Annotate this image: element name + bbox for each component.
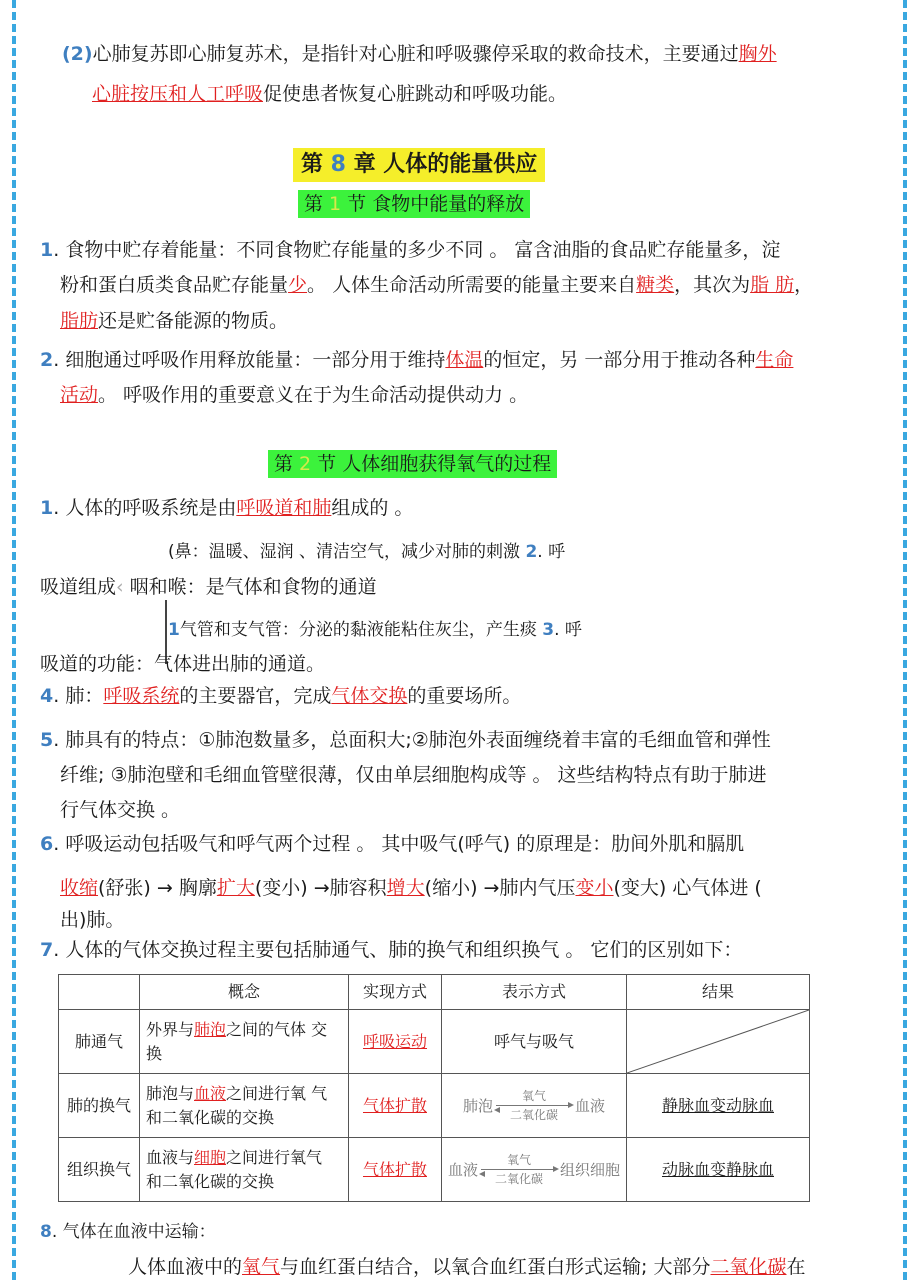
row-result: 静脉血变动脉血 — [627, 1074, 810, 1138]
s1-p1-line2: 粉和蛋白质类食品贮存能量少。 人体生命活动所需要的能量主要来自糖类，其次为脂 肪， — [60, 274, 814, 296]
row-name: 肺的换气 — [59, 1074, 140, 1138]
intro-line-2: 心脏按压和人工呼吸促使患者恢复心脏跳动和呼吸功能。 — [92, 83, 568, 105]
table-header-cell: 表示方式 — [442, 975, 627, 1010]
s1-p1-line1: 1. 食物中贮存着能量：不同食物贮存能量的多少不同 。 富含油脂的食品贮存能量多，淀 — [40, 239, 781, 261]
s2-nose-line: (鼻：温暖、湿润 、清洁空气，减少对肺的刺激 2. 呼 — [168, 542, 566, 562]
table-header-cell — [59, 975, 140, 1010]
s1-p2-line2: 活动。 呼吸作用的重要意义在于为生命活动提供动力 。 — [60, 384, 529, 406]
row-repr — [442, 1138, 627, 1202]
table-header-cell: 实现方式 — [349, 975, 442, 1010]
s2-airway-line: 吸道组成‹ 咽和喉：是气体和食物的通道 — [40, 576, 377, 598]
page-border-left — [12, 0, 16, 1280]
table-header-row — [59, 975, 810, 1010]
s2-p5-line1: 5. 肺具有的特点：①肺泡数量多，总面积大;②肺泡外表面缠绕着丰富的毛细血管和弹性 — [40, 729, 771, 751]
row-method: 呼吸运动 — [349, 1010, 442, 1074]
table-row — [59, 1010, 810, 1074]
table-header-cell: 结果 — [627, 975, 810, 1010]
row-repr — [442, 1074, 627, 1138]
row-method: 气体扩散 — [349, 1138, 442, 1202]
row-concept: 血液与细胞之间进行氧气 和二氧化碳的交换 — [140, 1138, 349, 1202]
page-border-right — [903, 0, 907, 1280]
exchange-formula: 血液 氧气 二氧化碳 组织细胞 — [448, 1153, 621, 1186]
exchange-formula: 肺泡 氧气 二氧化碳 血液 — [462, 1089, 606, 1122]
s1-p1-line3: 脂肪还是贮备能源的物质。 — [60, 310, 289, 332]
intro-line-1: (2)心肺复苏即心肺复苏术，是指针对心脏和呼吸骤停采取的救命技术，主要通过胸外 — [62, 43, 777, 65]
s2-p1: 1. 人体的呼吸系统是由呼吸道和肺组成的 。 — [40, 497, 414, 519]
s2-trachea-line: 1气管和支气管：分泌的黏液能粘住灰尘，产生痰 3. 呼 — [168, 620, 582, 640]
section-1-title: 第 1 节 食物中能量的释放 — [298, 190, 530, 218]
row-name: 组织换气 — [59, 1138, 140, 1202]
row-method: 气体扩散 — [349, 1074, 442, 1138]
s2-p6-line1: 6. 呼吸运动包括吸气和呼气两个过程 。 其中吸气(呼气) 的原理是：肋间外肌和膈肌 — [40, 833, 745, 855]
table-row — [59, 1074, 810, 1138]
s2-p8-line1: 8. 气体在血液中运输： — [40, 1222, 216, 1242]
s2-p7: 7. 人体的气体交换过程主要包括肺通气、肺的换气和组织换气 。 它们的区别如下： — [40, 939, 743, 961]
s2-p8-line2: 人体血液中的氧气与血红蛋白结合，以氧合血红蛋白形式运输; 大部分二氧化碳在 — [128, 1256, 806, 1278]
gas-exchange-table — [58, 974, 810, 1202]
row-result-empty — [627, 1010, 810, 1074]
section-2-title: 第 2 节 人体细胞获得氧气的过程 — [268, 450, 557, 478]
s2-p5-line2: 纤维; ③肺泡壁和毛细血管壁很薄，仅由单层细胞构成等 。 这些结构特点有助于肺进 — [60, 764, 767, 786]
s2-p6-line2: 收缩(舒张) → 胸廓扩大(变小) →肺容积增大(缩小) →肺内气压变小(变大) 心气体进 ( — [60, 877, 762, 899]
row-name: 肺通气 — [59, 1010, 140, 1074]
chapter-title: 第 8 章 人体的能量供应 — [293, 148, 545, 182]
diagonal-line — [627, 1010, 809, 1073]
row-concept: 肺泡与血液之间进行氧 气和二氧化碳的交换 — [140, 1074, 349, 1138]
s2-function-line: 吸道的功能：气体进出肺的通道。 — [40, 653, 326, 675]
row-result: 动脉血变静脉血 — [627, 1138, 810, 1202]
row-concept: 外界与肺泡之间的气体 交换 — [140, 1010, 349, 1074]
table-header-cell: 概念 — [140, 975, 349, 1010]
s2-p4: 4. 肺：呼吸系统的主要器官，完成气体交换的重要场所。 — [40, 685, 522, 707]
s2-p5-line3: 行气体交换 。 — [60, 799, 181, 821]
table-row — [59, 1138, 810, 1202]
s1-p2-line1: 2. 细胞通过呼吸作用释放能量：一部分用于维持体温的恒定，另 一部分用于推动各种生命 — [40, 349, 794, 371]
s2-p6-line3: 出)肺。 — [60, 909, 125, 931]
row-repr: 呼气与吸气 — [442, 1010, 627, 1074]
